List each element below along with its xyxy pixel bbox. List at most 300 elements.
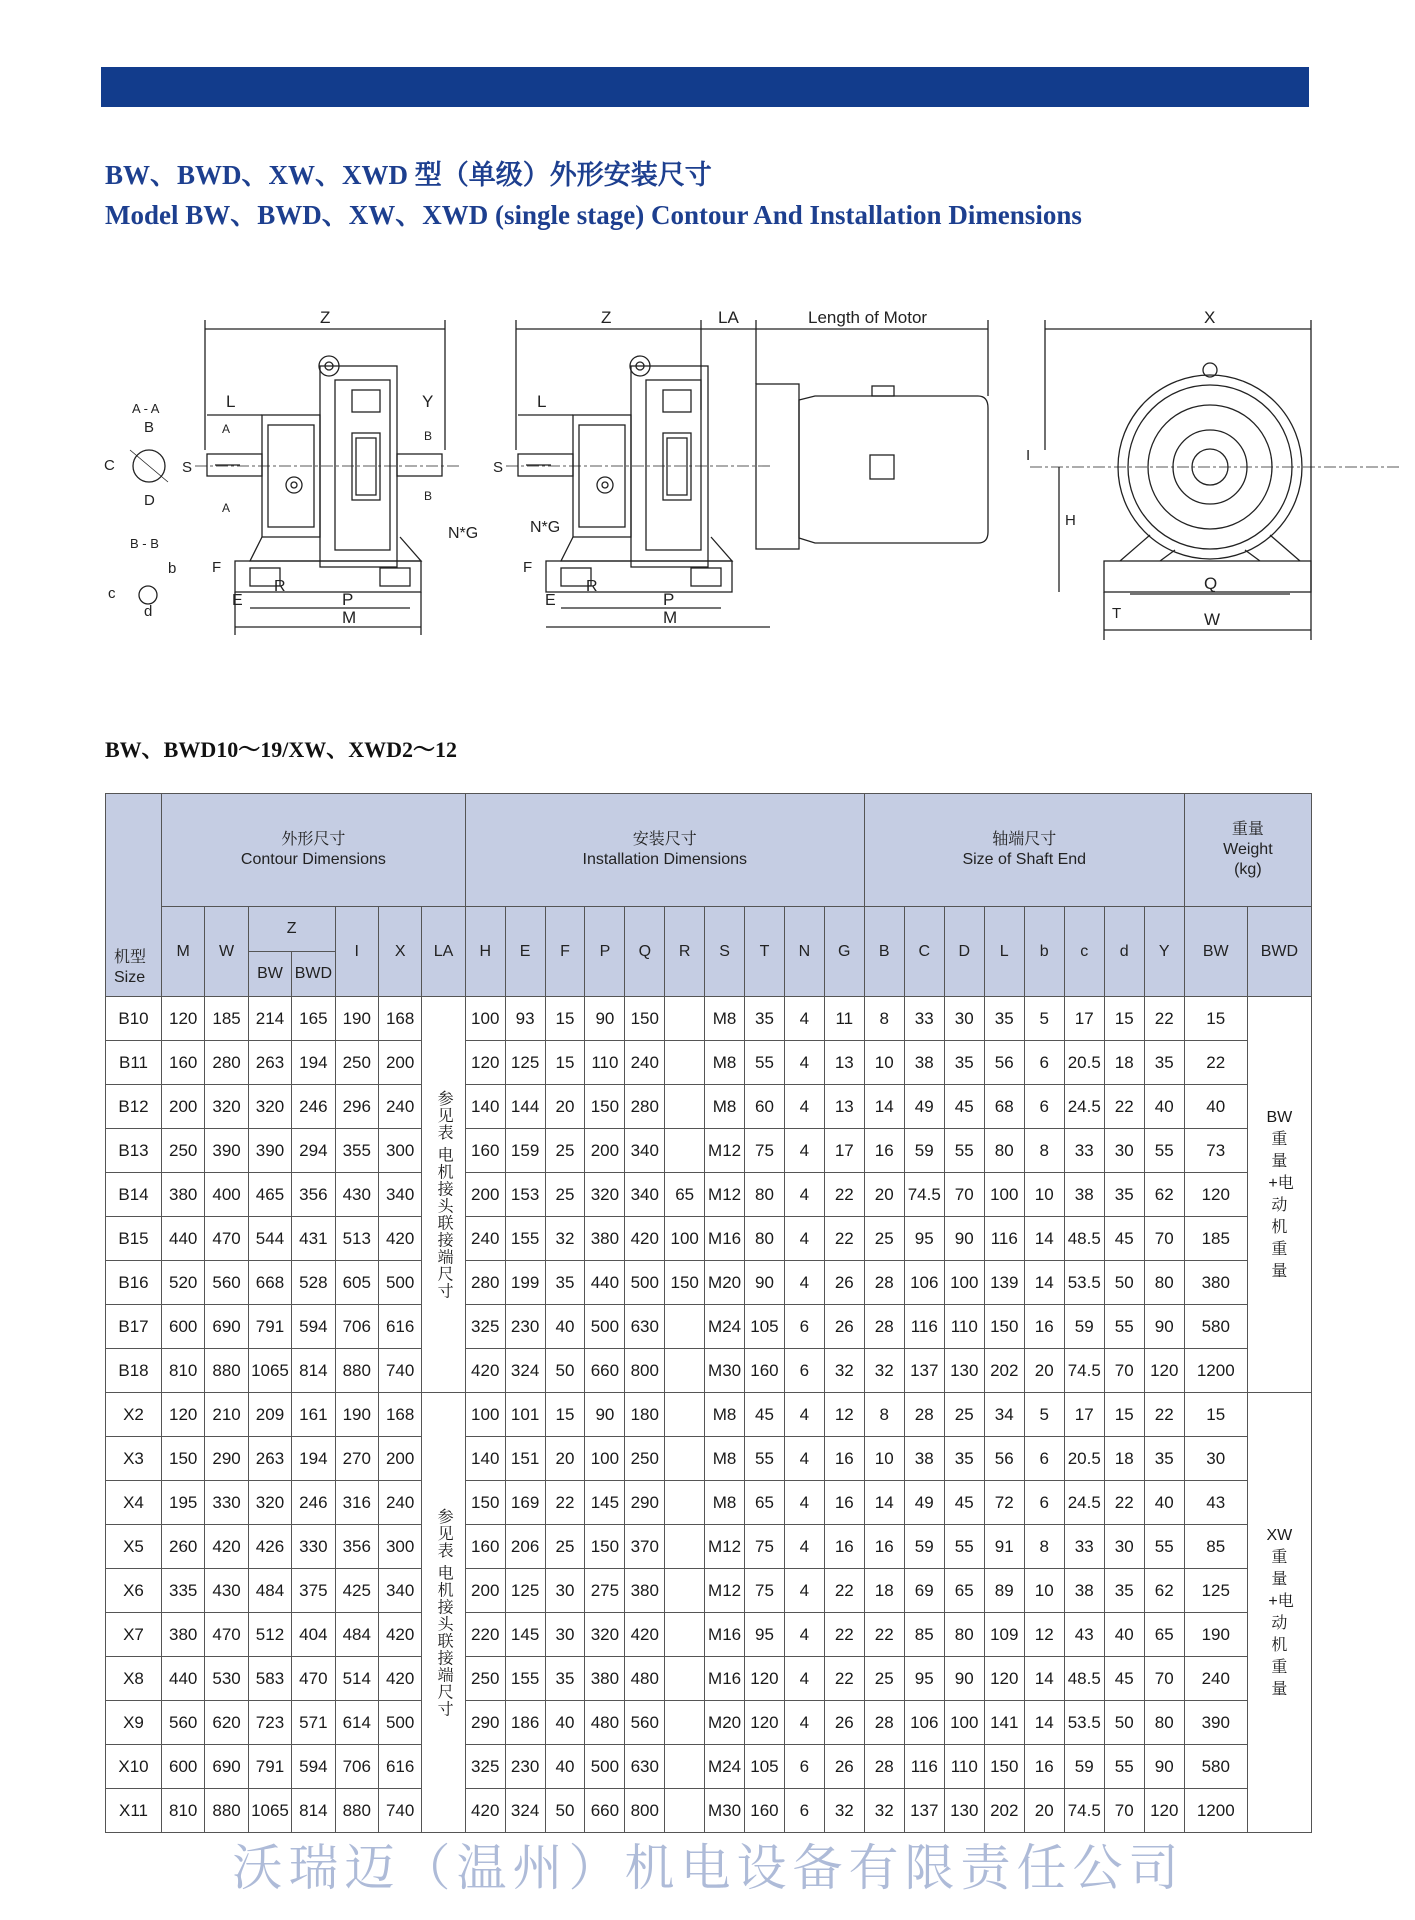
value-cell: 100 <box>984 1173 1024 1217</box>
value-cell: 22 <box>545 1481 585 1525</box>
value-cell: 16 <box>864 1129 904 1173</box>
value-cell <box>665 1305 705 1349</box>
value-cell: 420 <box>625 1217 665 1261</box>
col-header-R: R <box>665 907 705 997</box>
table-row <box>106 1437 1312 1481</box>
weight-model: BW <box>1266 1108 1293 1126</box>
value-cell: 325 <box>465 1745 505 1789</box>
value-cell: 65 <box>1144 1613 1184 1657</box>
value-cell: 810 <box>162 1349 205 1393</box>
col-header-Z: Z <box>248 907 335 952</box>
value-cell: 320 <box>585 1613 625 1657</box>
value-cell: 420 <box>205 1525 248 1569</box>
value-cell: 250 <box>162 1129 205 1173</box>
label-B: B <box>424 429 433 443</box>
value-cell: 50 <box>1104 1261 1144 1305</box>
size-cell: X6 <box>106 1569 162 1613</box>
value-cell: 4 <box>784 1217 824 1261</box>
value-cell: 185 <box>205 997 248 1041</box>
value-cell: 120 <box>1144 1349 1184 1393</box>
value-cell: 30 <box>944 997 984 1041</box>
value-cell: 668 <box>248 1261 291 1305</box>
value-cell: 22 <box>1104 1085 1144 1129</box>
value-cell: 400 <box>205 1173 248 1217</box>
value-cell: 38 <box>1064 1173 1104 1217</box>
value-cell: 420 <box>625 1613 665 1657</box>
value-cell: 30 <box>545 1613 585 1657</box>
col-header-P: P <box>585 907 625 997</box>
value-cell: 32 <box>864 1349 904 1393</box>
value-cell: 70 <box>944 1173 984 1217</box>
value-cell: 22 <box>824 1173 864 1217</box>
value-cell: M8 <box>705 997 745 1041</box>
label-section-AA: A - A <box>132 401 160 416</box>
value-cell: M30 <box>705 1349 745 1393</box>
value-cell: 810 <box>162 1789 205 1833</box>
value-cell: 25 <box>545 1173 585 1217</box>
value-cell: 194 <box>292 1437 335 1481</box>
value-cell: 280 <box>465 1261 505 1305</box>
col-header-F: F <box>545 907 585 997</box>
value-cell: 500 <box>625 1261 665 1305</box>
value-cell: 263 <box>248 1041 291 1085</box>
value-cell: 25 <box>944 1393 984 1437</box>
value-cell: 35 <box>1104 1569 1144 1613</box>
value-cell: 45 <box>1104 1217 1144 1261</box>
value-cell: 140 <box>465 1085 505 1129</box>
value-cell: 15 <box>545 997 585 1041</box>
table-row <box>106 1745 1312 1789</box>
value-cell: 4 <box>784 1657 824 1701</box>
col-header-B: B <box>864 907 904 997</box>
value-cell: 17 <box>1064 1393 1104 1437</box>
value-cell: 38 <box>904 1437 944 1481</box>
group-shaft-en: Size of Shaft End <box>962 851 1087 868</box>
col-header-b: b <box>1024 907 1064 997</box>
value-cell: 430 <box>335 1173 378 1217</box>
group-installation-en: Installation Dimensions <box>582 851 748 868</box>
value-cell: 4 <box>784 1481 824 1525</box>
value-cell: 571 <box>292 1701 335 1745</box>
value-cell: 300 <box>378 1129 421 1173</box>
dimensions-table <box>105 793 1312 1833</box>
value-cell: 420 <box>378 1613 421 1657</box>
value-cell: 165 <box>292 997 335 1041</box>
value-cell: 10 <box>1024 1569 1064 1613</box>
value-cell: 110 <box>944 1305 984 1349</box>
value-cell: 12 <box>824 1393 864 1437</box>
value-cell: 431 <box>292 1217 335 1261</box>
value-cell: 22 <box>1144 997 1184 1041</box>
value-cell: 260 <box>162 1525 205 1569</box>
col-header-X: X <box>378 907 421 997</box>
group-installation-cn: 安装尺寸 <box>632 831 697 848</box>
value-cell: 296 <box>335 1085 378 1129</box>
table-row <box>106 1569 1312 1613</box>
col-header-LA: LA <box>422 907 465 997</box>
value-cell: 155 <box>505 1217 545 1261</box>
value-cell: 22 <box>824 1613 864 1657</box>
label-D: D <box>144 492 155 509</box>
value-cell: 56 <box>984 1041 1024 1085</box>
value-cell: 22 <box>824 1217 864 1261</box>
value-cell: 24.5 <box>1064 1085 1104 1129</box>
value-cell: 110 <box>585 1041 625 1085</box>
value-cell: 375 <box>292 1569 335 1613</box>
value-cell: 125 <box>505 1041 545 1085</box>
value-cell: 16 <box>824 1481 864 1525</box>
value-cell: 150 <box>984 1305 1024 1349</box>
value-cell: 141 <box>984 1701 1024 1745</box>
value-cell: 20 <box>1024 1349 1064 1393</box>
value-cell: 110 <box>944 1745 984 1789</box>
size-cell: B15 <box>106 1217 162 1261</box>
table-row <box>106 1701 1312 1745</box>
value-cell: 320 <box>248 1481 291 1525</box>
value-cell: 484 <box>335 1613 378 1657</box>
value-cell: 120 <box>465 1041 505 1085</box>
la-note-cell <box>422 1393 465 1833</box>
value-cell: 150 <box>625 997 665 1041</box>
value-cell: 35 <box>1104 1173 1144 1217</box>
value-cell: 80 <box>745 1217 785 1261</box>
value-cell: 630 <box>625 1745 665 1789</box>
value-cell: 6 <box>784 1349 824 1393</box>
value-cell: 35 <box>944 1041 984 1085</box>
size-cell: B10 <box>106 997 162 1041</box>
value-cell: 616 <box>378 1305 421 1349</box>
value-cell <box>665 1349 705 1393</box>
value-cell: 200 <box>465 1569 505 1613</box>
value-cell: 10 <box>1024 1173 1064 1217</box>
value-cell: 14 <box>1024 1261 1064 1305</box>
value-cell <box>665 1657 705 1701</box>
value-cell: 24.5 <box>1064 1481 1104 1525</box>
value-cell: 120 <box>984 1657 1024 1701</box>
value-cell: 814 <box>292 1789 335 1833</box>
value-cell: 605 <box>335 1261 378 1305</box>
label-B: B <box>424 489 433 503</box>
value-cell: 514 <box>335 1657 378 1701</box>
value-cell: 100 <box>944 1701 984 1745</box>
value-cell: 814 <box>292 1349 335 1393</box>
value-cell: 880 <box>335 1789 378 1833</box>
value-cell: M20 <box>705 1261 745 1305</box>
value-cell: 500 <box>378 1261 421 1305</box>
value-cell: 49 <box>904 1481 944 1525</box>
col-header-Q: Q <box>625 907 665 997</box>
col-header-W: W <box>205 907 248 997</box>
value-cell: 53.5 <box>1064 1701 1104 1745</box>
col-header-H: H <box>465 907 505 997</box>
label-Z: Z <box>601 308 612 327</box>
side-view-with-motor <box>493 308 988 627</box>
label-P: P <box>342 590 354 609</box>
value-cell: 16 <box>1024 1305 1064 1349</box>
la-note: 参见表 电机接头联接端尺寸 <box>435 1089 453 1300</box>
value-cell: 500 <box>585 1305 625 1349</box>
size-cell: X10 <box>106 1745 162 1789</box>
value-cell: 275 <box>585 1569 625 1613</box>
value-cell: 320 <box>248 1085 291 1129</box>
value-cell: 11 <box>824 997 864 1041</box>
value-cell: 190 <box>335 1393 378 1437</box>
value-cell: 17 <box>1064 997 1104 1041</box>
value-cell: 48.5 <box>1064 1657 1104 1701</box>
value-cell: 30 <box>1104 1525 1144 1569</box>
value-cell: 106 <box>904 1701 944 1745</box>
value-cell: 740 <box>378 1349 421 1393</box>
value-cell: 40 <box>1144 1085 1184 1129</box>
value-cell: 324 <box>505 1349 545 1393</box>
label-H: H <box>1065 512 1076 529</box>
size-header-en: Size <box>114 969 146 986</box>
value-cell: 614 <box>335 1701 378 1745</box>
value-cell <box>665 1129 705 1173</box>
value-cell: M8 <box>705 1041 745 1085</box>
value-cell: 426 <box>248 1525 291 1569</box>
value-cell: 120 <box>745 1701 785 1745</box>
la-note: 参见表 电机接头联接端尺寸 <box>435 1507 453 1718</box>
label-P: P <box>663 590 675 609</box>
value-cell: 18 <box>1104 1041 1144 1085</box>
value-cell: 380 <box>162 1173 205 1217</box>
col-header-Z-BW: BW <box>248 952 291 997</box>
value-cell: 290 <box>205 1437 248 1481</box>
value-cell: 186 <box>505 1701 545 1745</box>
weight-model: XW <box>1266 1526 1293 1544</box>
value-cell: 15 <box>1104 997 1144 1041</box>
value-cell: 100 <box>465 997 505 1041</box>
value-cell: 80 <box>944 1613 984 1657</box>
dimensions-table-wrap <box>105 793 1312 1833</box>
value-cell: 35 <box>545 1657 585 1701</box>
value-cell: 380 <box>585 1657 625 1701</box>
value-cell: 169 <box>505 1481 545 1525</box>
value-cell: 145 <box>585 1481 625 1525</box>
value-cell: 22 <box>824 1569 864 1613</box>
size-cell: X7 <box>106 1613 162 1657</box>
table-row <box>106 1349 1312 1393</box>
value-cell: 290 <box>465 1701 505 1745</box>
value-cell: 4 <box>784 1085 824 1129</box>
value-cell: 206 <box>505 1525 545 1569</box>
value-cell: 50 <box>545 1349 585 1393</box>
value-cell: M12 <box>705 1525 745 1569</box>
value-cell: 16 <box>824 1437 864 1481</box>
size-cell: B18 <box>106 1349 162 1393</box>
value-cell: 26 <box>824 1261 864 1305</box>
label-motor-length: Length of Motor <box>808 308 928 327</box>
value-cell: 22 <box>824 1657 864 1701</box>
value-cell: 194 <box>292 1041 335 1085</box>
value-cell: 880 <box>205 1349 248 1393</box>
size-cell: B12 <box>106 1085 162 1129</box>
value-cell: 530 <box>205 1657 248 1701</box>
value-cell: 335 <box>162 1569 205 1613</box>
side-view-gearbox <box>104 308 478 635</box>
value-cell: 33 <box>904 997 944 1041</box>
value-cell: 380 <box>162 1613 205 1657</box>
value-cell: 616 <box>378 1745 421 1789</box>
value-cell: 105 <box>745 1305 785 1349</box>
value-cell: 59 <box>904 1129 944 1173</box>
value-cell: 20 <box>1024 1789 1064 1833</box>
value-cell: 161 <box>292 1393 335 1437</box>
value-cell: 49 <box>904 1085 944 1129</box>
value-cell: 390 <box>205 1129 248 1173</box>
value-cell: 56 <box>984 1437 1024 1481</box>
value-cell: 544 <box>248 1217 291 1261</box>
value-cell: 160 <box>745 1349 785 1393</box>
group-weight-unit: (kg) <box>1234 861 1262 878</box>
dimension-drawings <box>0 300 1415 645</box>
value-cell: 40 <box>1104 1613 1144 1657</box>
value-cell <box>665 1525 705 1569</box>
value-cell: 75 <box>745 1569 785 1613</box>
value-cell: 60 <box>745 1085 785 1129</box>
table-row <box>106 1305 1312 1349</box>
label-F: F <box>212 559 222 576</box>
value-cell: 20 <box>864 1173 904 1217</box>
value-cell: 470 <box>292 1657 335 1701</box>
value-cell: 13 <box>824 1041 864 1085</box>
value-cell: 660 <box>585 1349 625 1393</box>
value-cell: 620 <box>205 1701 248 1745</box>
table-row <box>106 1613 1312 1657</box>
value-cell: 25 <box>864 1217 904 1261</box>
value-cell: 6 <box>1024 1085 1064 1129</box>
size-cell: B13 <box>106 1129 162 1173</box>
value-cell: 22 <box>1184 1041 1247 1085</box>
value-cell: 22 <box>1104 1481 1144 1525</box>
value-cell: 32 <box>824 1789 864 1833</box>
value-cell: 160 <box>465 1129 505 1173</box>
group-installation <box>465 794 864 907</box>
value-cell: 32 <box>824 1349 864 1393</box>
value-cell: 404 <box>292 1613 335 1657</box>
col-header-T: T <box>745 907 785 997</box>
value-cell: M16 <box>705 1613 745 1657</box>
label-M: M <box>663 608 678 627</box>
value-cell: 209 <box>248 1393 291 1437</box>
weight-note: 重量+电动机重量 <box>1268 1130 1294 1280</box>
col-header-Z-BWD: BWD <box>292 952 335 997</box>
value-cell: 105 <box>745 1745 785 1789</box>
value-cell: 340 <box>625 1129 665 1173</box>
value-cell: 15 <box>1104 1393 1144 1437</box>
value-cell: 240 <box>1184 1657 1247 1701</box>
group-weight-en: Weight <box>1223 841 1273 858</box>
value-cell: 4 <box>784 997 824 1041</box>
value-cell: 90 <box>944 1217 984 1261</box>
value-cell: 120 <box>1184 1173 1247 1217</box>
value-cell: 22 <box>1144 1393 1184 1437</box>
value-cell <box>665 1789 705 1833</box>
value-cell: 316 <box>335 1481 378 1525</box>
value-cell: 440 <box>162 1657 205 1701</box>
value-cell: 15 <box>545 1393 585 1437</box>
value-cell: 706 <box>335 1745 378 1789</box>
value-cell: 90 <box>745 1261 785 1305</box>
value-cell <box>665 997 705 1041</box>
value-cell: 880 <box>335 1349 378 1393</box>
value-cell: 430 <box>205 1569 248 1613</box>
value-cell: 109 <box>984 1613 1024 1657</box>
value-cell: 4 <box>784 1437 824 1481</box>
table-subtitle: BW、BWD10～19/XW、XWD2～12 <box>105 737 458 762</box>
value-cell: 18 <box>864 1569 904 1613</box>
label-section-BB: B - B <box>130 536 159 551</box>
value-cell: 74.5 <box>1064 1789 1104 1833</box>
value-cell: 34 <box>984 1393 1024 1437</box>
value-cell <box>665 1437 705 1481</box>
value-cell: 45 <box>1104 1657 1144 1701</box>
value-cell: 16 <box>824 1525 864 1569</box>
value-cell: 220 <box>465 1613 505 1657</box>
title-chinese: BW、BWD、XW、XWD 型（单级）外形安装尺寸 <box>105 160 712 190</box>
value-cell: 65 <box>745 1481 785 1525</box>
value-cell: 6 <box>784 1789 824 1833</box>
value-cell: 528 <box>292 1261 335 1305</box>
value-cell: 116 <box>984 1217 1024 1261</box>
value-cell: 20 <box>545 1437 585 1481</box>
value-cell: 6 <box>1024 1437 1064 1481</box>
value-cell: 420 <box>378 1217 421 1261</box>
value-cell: 150 <box>585 1525 625 1569</box>
value-cell: 43 <box>1184 1481 1247 1525</box>
value-cell: 90 <box>585 1393 625 1437</box>
value-cell: 30 <box>545 1569 585 1613</box>
value-cell: 100 <box>665 1217 705 1261</box>
la-note-cell <box>422 997 465 1393</box>
value-cell: 35 <box>745 997 785 1041</box>
value-cell: 230 <box>505 1305 545 1349</box>
value-cell: 594 <box>292 1745 335 1789</box>
value-cell: 55 <box>1144 1525 1184 1569</box>
value-cell: M12 <box>705 1569 745 1613</box>
value-cell: 190 <box>335 997 378 1041</box>
value-cell: 91 <box>984 1525 1024 1569</box>
size-cell: B16 <box>106 1261 162 1305</box>
value-cell: 116 <box>904 1305 944 1349</box>
value-cell: 4 <box>784 1613 824 1657</box>
value-cell: 14 <box>864 1085 904 1129</box>
value-cell: 250 <box>625 1437 665 1481</box>
value-cell: M12 <box>705 1129 745 1173</box>
value-cell: 14 <box>1024 1217 1064 1261</box>
value-cell: 6 <box>784 1745 824 1789</box>
value-cell: 325 <box>465 1305 505 1349</box>
value-cell: 15 <box>1184 1393 1247 1437</box>
value-cell: 32 <box>545 1217 585 1261</box>
value-cell: 660 <box>585 1789 625 1833</box>
value-cell: 340 <box>378 1569 421 1613</box>
value-cell: 125 <box>1184 1569 1247 1613</box>
value-cell: 465 <box>248 1173 291 1217</box>
value-cell: 4 <box>784 1129 824 1173</box>
size-cell: X8 <box>106 1657 162 1701</box>
value-cell: 1200 <box>1184 1789 1247 1833</box>
label-NG: N*G <box>530 519 561 536</box>
value-cell: 380 <box>585 1217 625 1261</box>
value-cell: 240 <box>465 1217 505 1261</box>
col-header-D: D <box>944 907 984 997</box>
value-cell: 101 <box>505 1393 545 1437</box>
value-cell: 153 <box>505 1173 545 1217</box>
value-cell: 520 <box>162 1261 205 1305</box>
value-cell: 14 <box>864 1481 904 1525</box>
